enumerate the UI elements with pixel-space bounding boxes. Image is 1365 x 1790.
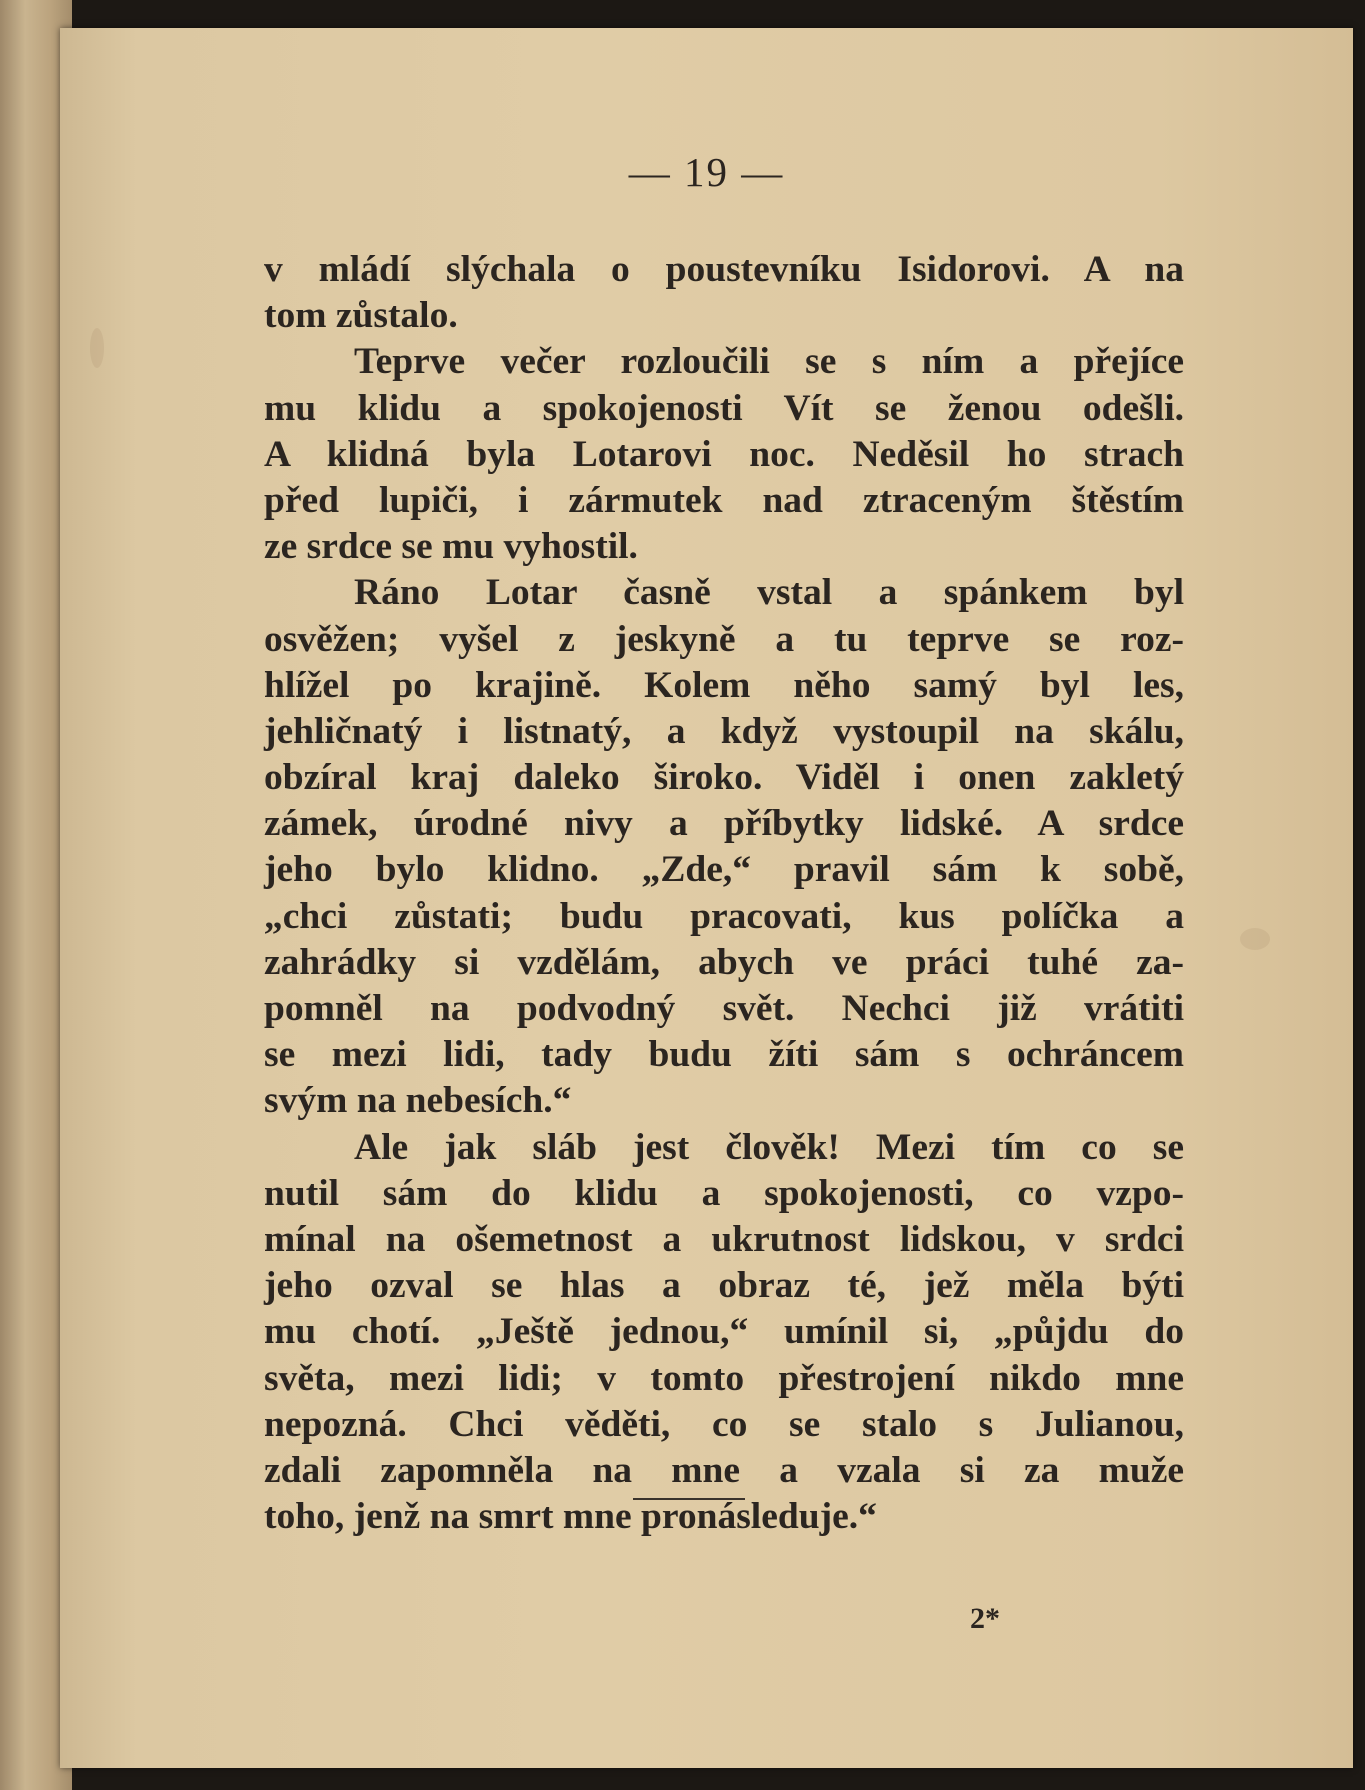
text-line: toho, jenž na smrt mne pronásleduje.“ xyxy=(264,1496,877,1538)
text-line: svým na nebesích.“ xyxy=(264,1080,572,1122)
text-line: zahrádky si vzdělám, abych ve práci tuhé za- xyxy=(264,941,1184,983)
body-text xyxy=(264,247,1184,1540)
text-line: v mládí slýchala o poustevníku Isidorovi. A na xyxy=(264,249,1184,290)
text-line: Teprve večer rozloučili se s ním a přejíce xyxy=(354,341,1184,383)
text-line: „chci zůstati; budu pracovati, kus políčka a xyxy=(264,895,1184,937)
text-line: zámek, úrodné nivy a příbytky lidské. A srdce xyxy=(264,803,1184,845)
end-rule xyxy=(633,1498,745,1500)
text-line: hlížel po krajině. Kolem něho samý byl les, xyxy=(264,664,1184,706)
text-line: nepozná. Chci věděti, co se stalo s Julianou, xyxy=(264,1403,1184,1445)
text-line: jeho bylo klidno. „Zde,“ pravil sám k sobě, xyxy=(264,849,1184,891)
text-line: světa, mezi lidi; v tomto přestrojení nikdo mne xyxy=(264,1357,1184,1399)
paper-stain xyxy=(1240,928,1270,950)
text-line: pomněl na podvodný svět. Nechci již vrátiti xyxy=(264,988,1184,1029)
text-line: se mezi lidi, tady budu žíti sám s ochráncem xyxy=(264,1034,1184,1076)
text-line: jehličnatý i listnatý, a když vystoupil na skálu, xyxy=(264,710,1184,752)
text-line: mínal na ošemetnost a ukrutnost lidskou, v srdci xyxy=(264,1218,1184,1260)
paper-stain xyxy=(90,328,104,368)
text-line: Ráno Lotar časně vstal a spánkem byl xyxy=(354,572,1184,614)
text-line: mu chotí. „Ještě jednou,“ umínil si, „půjdu do xyxy=(264,1311,1184,1353)
text-line: osvěžen; vyšel z jeskyně a tu teprve se roz- xyxy=(264,618,1184,660)
text-line: nutil sám do klidu a spokojenosti, co vzpo- xyxy=(264,1172,1184,1214)
text-line: jeho ozval se hlas a obraz té, jež měla býti xyxy=(264,1265,1184,1307)
text-line: zdali zapomněla na mne a vzala si za muže xyxy=(264,1449,1184,1491)
text-line: ze srdce se mu vyhostil. xyxy=(264,526,638,568)
text-line: mu klidu a spokojenosti Vít se ženou odešli. xyxy=(264,387,1184,429)
book-page xyxy=(60,28,1353,1768)
text-line: před lupiči, i zármutek nad ztraceným štěstím xyxy=(264,479,1184,521)
text-line: obzíral kraj daleko široko. Viděl i onen zakletý xyxy=(264,757,1184,799)
text-line: Ale jak sláb jest člověk! Mezi tím co se xyxy=(354,1126,1184,1168)
text-line: tom zůstalo. xyxy=(264,295,458,337)
signature-mark: 2* xyxy=(970,1602,1000,1635)
text-line: A klidná byla Lotarovi noc. Neděsil ho strach xyxy=(264,433,1184,475)
page-number: — 19 — xyxy=(628,149,785,195)
